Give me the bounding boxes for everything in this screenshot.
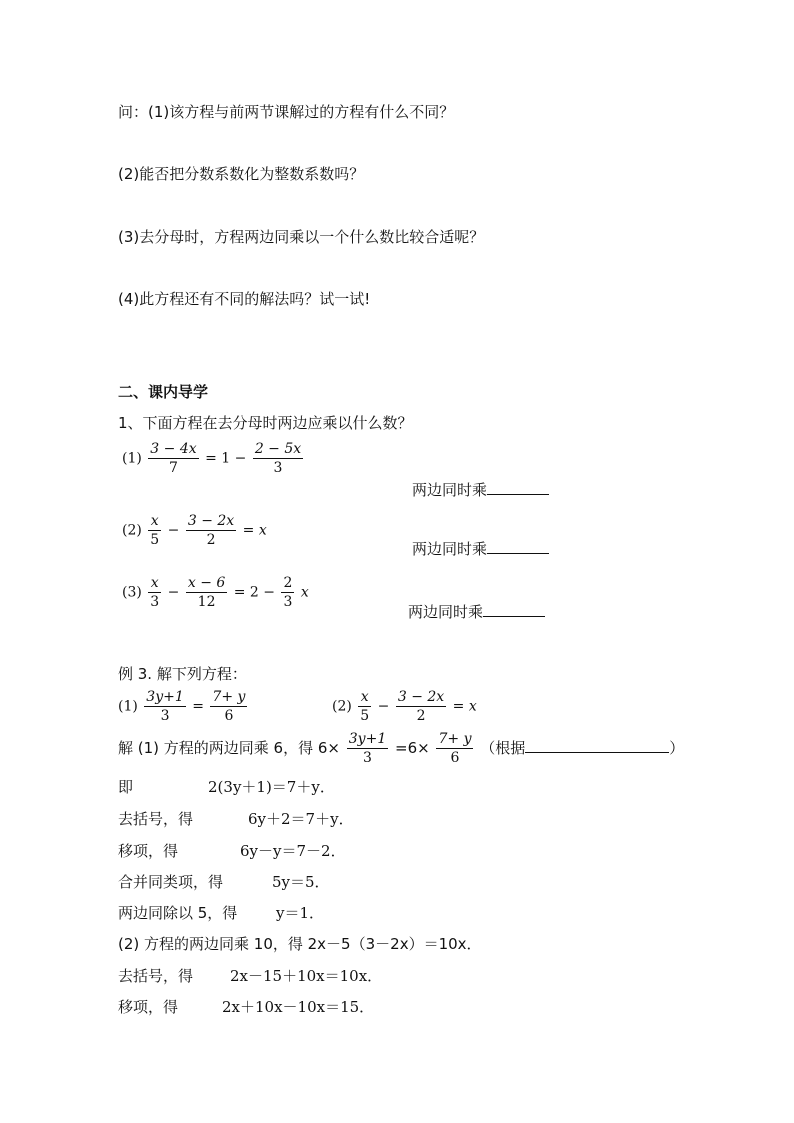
section-heading: 二、课内导学: [118, 383, 209, 401]
answer-line-1: [412, 479, 549, 500]
section-prompt: 1、下面方程在去分母时两边应乘以什么数？: [118, 414, 413, 432]
fraction: $\frac{7+ y}{6}$: [438, 731, 472, 766]
equation-3-label: (3): [122, 584, 142, 601]
minus-sign: −: [377, 698, 390, 715]
example-title: 例 3. 解下列方程：: [118, 665, 247, 683]
step-expression: 6y＋2＝7＋y．: [248, 810, 354, 828]
step-label: 即: [118, 778, 134, 796]
example-problem-1: [118, 688, 249, 725]
fraction: $\frac{x - 6}{12}$: [187, 575, 226, 610]
step-row: [118, 809, 193, 829]
solution-intro-text: 解 (1) 方程的两边同乘 6，得 6×: [118, 739, 340, 757]
fraction: $\frac{3 - 4x}{7}$: [150, 441, 197, 476]
answer-line-2: [412, 538, 549, 559]
equation-2-label: (2): [122, 522, 142, 539]
fraction: $\frac{3 - 2x}{2}$: [187, 513, 235, 548]
basis-label: （根据: [480, 739, 526, 757]
equation-3-tail: x: [300, 584, 309, 601]
answer-blank-2[interactable]: [487, 538, 549, 554]
question-1: 问：(1)该方程与前两节课解过的方程有什么不同？: [118, 103, 455, 121]
step-label: 移项，得: [118, 842, 179, 860]
problem-2-label: (2): [332, 698, 352, 715]
fraction: $\frac{3y+1}{3}$: [348, 731, 387, 766]
equation-3-operator-2: = 2 −: [233, 584, 276, 601]
fraction: $\frac{3 - 2x}{2}$: [397, 689, 445, 724]
equation-1: [122, 440, 305, 477]
step-row: [118, 903, 237, 923]
question-4: (4)此方程还有不同的解法吗？试一试!: [118, 290, 371, 308]
step-expression: y＝1．: [276, 904, 325, 922]
step-expression: 6y－y＝7－2．: [240, 842, 346, 860]
question-3: (3)去分母时，方程两边同乘以一个什么数比较合适呢？: [118, 228, 485, 246]
answer-line-3: [408, 601, 545, 622]
answer-label: 两边同时乘: [412, 481, 488, 499]
answer-label: 两边同时乘: [412, 540, 488, 558]
basis-blank[interactable]: [525, 737, 669, 753]
step-label: 去括号，得: [118, 967, 194, 985]
equation-3-operator: −: [167, 584, 180, 601]
equation-1-operator: = 1 −: [205, 450, 247, 467]
equation-2-operator: −: [167, 522, 180, 539]
equation-1-label: (1): [122, 450, 142, 467]
equation-3: [122, 574, 309, 611]
step-row: [118, 872, 223, 892]
fraction: $\frac{2 - 5x}{3}$: [254, 441, 302, 476]
solution-intro: [118, 730, 684, 767]
problem-1-label: (1): [118, 698, 138, 715]
example-problem-2: [332, 688, 477, 725]
equation-2: [122, 512, 267, 549]
fraction: $\frac{3y+1}{3}$: [146, 689, 184, 724]
equation-2-tail: = x: [242, 522, 267, 539]
step-label: 去括号，得: [118, 810, 194, 828]
fraction: $\frac{2}{3}$: [283, 575, 293, 610]
step-label: 两边同除以 5，得: [118, 904, 238, 922]
step-row: [118, 777, 133, 797]
answer-blank-3[interactable]: [483, 601, 545, 617]
step-expression: 2(3y＋1)＝7＋y．: [208, 778, 335, 796]
answer-blank-1[interactable]: [487, 479, 549, 495]
step-expression: 2x－15＋10x＝10x．: [230, 967, 383, 985]
equals-sign: =: [192, 698, 204, 715]
answer-label: 两边同时乘: [408, 603, 484, 621]
step-row: [118, 841, 178, 861]
fraction: $\frac{x}{5}$: [150, 513, 160, 548]
solution-equals: =6×: [395, 739, 430, 757]
step-label: 移项，得: [118, 998, 179, 1016]
step-row: [118, 997, 178, 1017]
step-row: [118, 966, 193, 986]
problem-2-tail: = x: [452, 698, 477, 715]
basis-close: ）: [669, 739, 685, 757]
step-label: 合并同类项，得: [118, 873, 224, 891]
question-2: (2)能否把分数系数化为整数系数吗？: [118, 165, 365, 183]
fraction: $\frac{x}{3}$: [150, 575, 160, 610]
fraction: $\frac{7+ y}{6}$: [212, 689, 246, 724]
step-expression: 2x＋10x－10x＝15．: [222, 998, 375, 1016]
step-expression: 5y＝5．: [272, 873, 330, 891]
part-2-intro: (2) 方程的两边同乘 10，得 2x－5（3－2x）＝10x．: [118, 935, 482, 953]
fraction: $\frac{x}{5}$: [360, 689, 370, 724]
